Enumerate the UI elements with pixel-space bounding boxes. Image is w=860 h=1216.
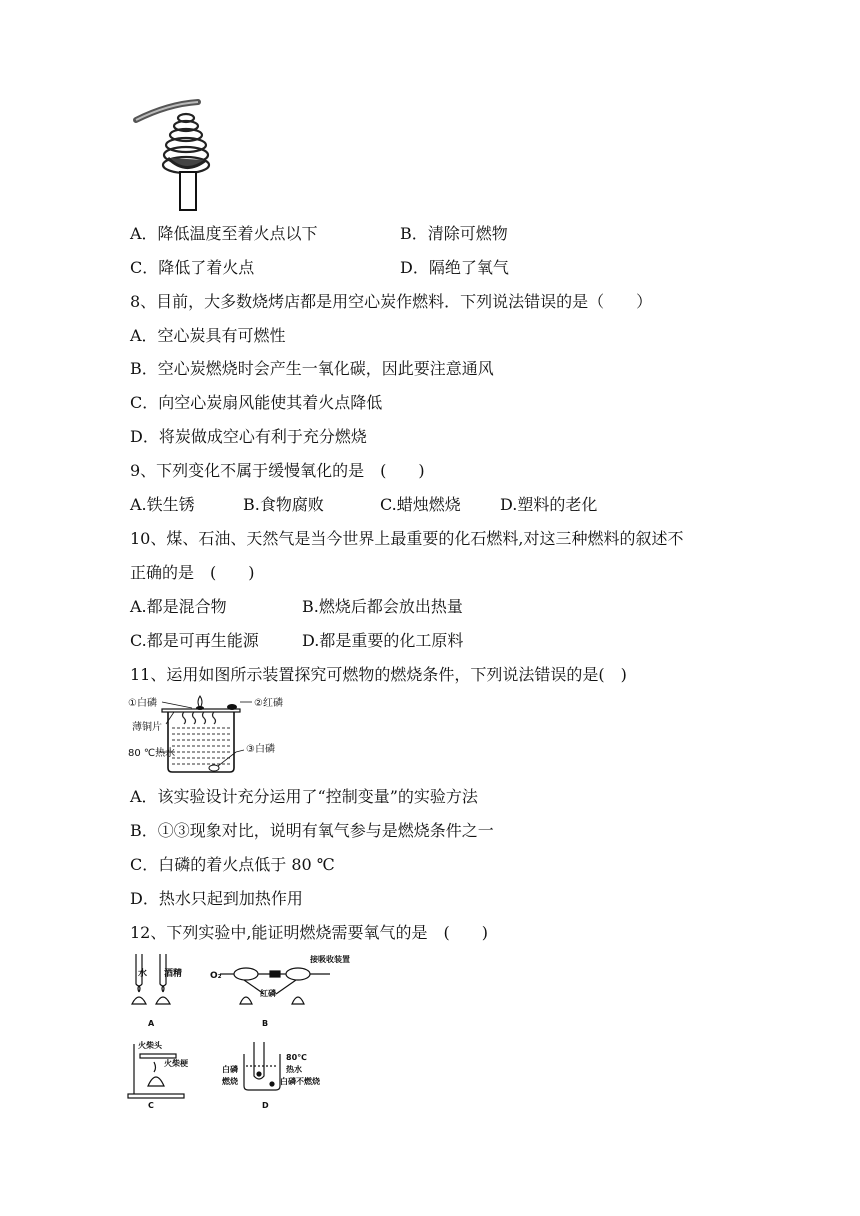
q8-option-b: B．空心炭燃烧时会产生一氧化碳，因此要注意通风 [130, 359, 494, 378]
q11-option-b: B．①③现象对比，说明有氧气参与是燃烧条件之一 [130, 821, 494, 840]
q12-label-white-phosphorus: 白磷 [222, 1065, 238, 1074]
q11-label-copper-sheet: 薄铜片 [132, 722, 162, 733]
q11-option-d: D．热水只起到加热作用 [130, 889, 303, 908]
q8-option-c: C．向空心炭扇风能使其着火点降低 [130, 393, 383, 412]
q12-label-red-phosphorus: 红磷 [260, 989, 276, 998]
q12-label-match-head: 火柴头 [138, 1041, 162, 1050]
q9-option-b: B.食物腐败 [243, 495, 324, 514]
q7-option-c: C．降低了着火点 [130, 258, 255, 277]
q8-option-d: D．将炭做成空心有利于充分燃烧 [130, 427, 367, 446]
q12-label-receiver: 接吸收装置 [310, 955, 350, 964]
q8-stem: 8、目前，大多数烧烤店都是用空心炭作燃料．下列说法错误的是（ ） [130, 292, 653, 311]
q10-stem-line1: 10、煤、石油、天然气是当今世界上最重要的化石燃料,对这三种燃料的叙述不 [130, 529, 684, 548]
q11-label-hot-water: 80 ℃热水 [128, 748, 176, 759]
q10-option-d: D.都是重要的化工原料 [302, 631, 464, 650]
q12-label-match-stick: 火柴梗 [164, 1059, 188, 1068]
q11-option-a: A．该实验设计充分运用了“控制变量”的实验方法 [130, 787, 478, 806]
q10-option-b: B.燃烧后都会放出热量 [302, 597, 463, 616]
q12-label-burning: 燃烧 [222, 1077, 238, 1086]
q10-stem-line2: 正确的是 ( ) [130, 563, 255, 582]
q7-option-a: A．降低温度至着火点以下 [130, 224, 318, 243]
q11-label-white-phosphorus-1: ①白磷 [128, 698, 157, 709]
q12-label-not-burning: 白磷不燃烧 [280, 1077, 320, 1086]
q9-option-d: D.塑料的老化 [500, 495, 598, 514]
q11-option-c: C．白磷的着火点低于 80 ℃ [130, 855, 335, 874]
q7-figure [128, 98, 224, 214]
q9-option-a: A.铁生锈 [130, 495, 195, 514]
q12-label-alcohol: 酒精 [164, 969, 183, 979]
q12-label-temp: 80℃ [286, 1053, 307, 1062]
q12-label-C: C [148, 1101, 154, 1110]
q11-label-red-phosphorus: ②红磷 [254, 698, 283, 709]
q9-stem: 9、下列变化不属于缓慢氧化的是 ( ) [130, 461, 425, 480]
q12-label-water: 水 [138, 969, 148, 979]
q12-figure [126, 950, 366, 1110]
q12-label-D: D [262, 1101, 269, 1110]
q11-figure [128, 694, 288, 776]
q12-label-o2: O₂ [210, 971, 222, 981]
q11-stem: 11、运用如图所示装置探究可燃物的燃烧条件，下列说法错误的是( ) [130, 665, 627, 684]
q10-option-a: A.都是混合物 [130, 597, 227, 616]
q7-option-d: D．隔绝了氧气 [400, 258, 509, 277]
q12-label-A: A [148, 1019, 155, 1028]
q9-option-c: C.蜡烛燃烧 [380, 495, 461, 514]
q11-label-white-phosphorus-3: ③白磷 [246, 744, 275, 755]
q10-option-c: C.都是可再生能源 [130, 631, 259, 650]
q7-option-b: B．清除可燃物 [400, 224, 508, 243]
q12-label-hot-water: 热水 [286, 1065, 302, 1074]
q12-label-B: B [262, 1019, 269, 1028]
q12-stem: 12、下列实验中,能证明燃烧需要氧气的是 ( ) [130, 923, 488, 942]
q8-option-a: A．空心炭具有可燃性 [130, 326, 286, 345]
